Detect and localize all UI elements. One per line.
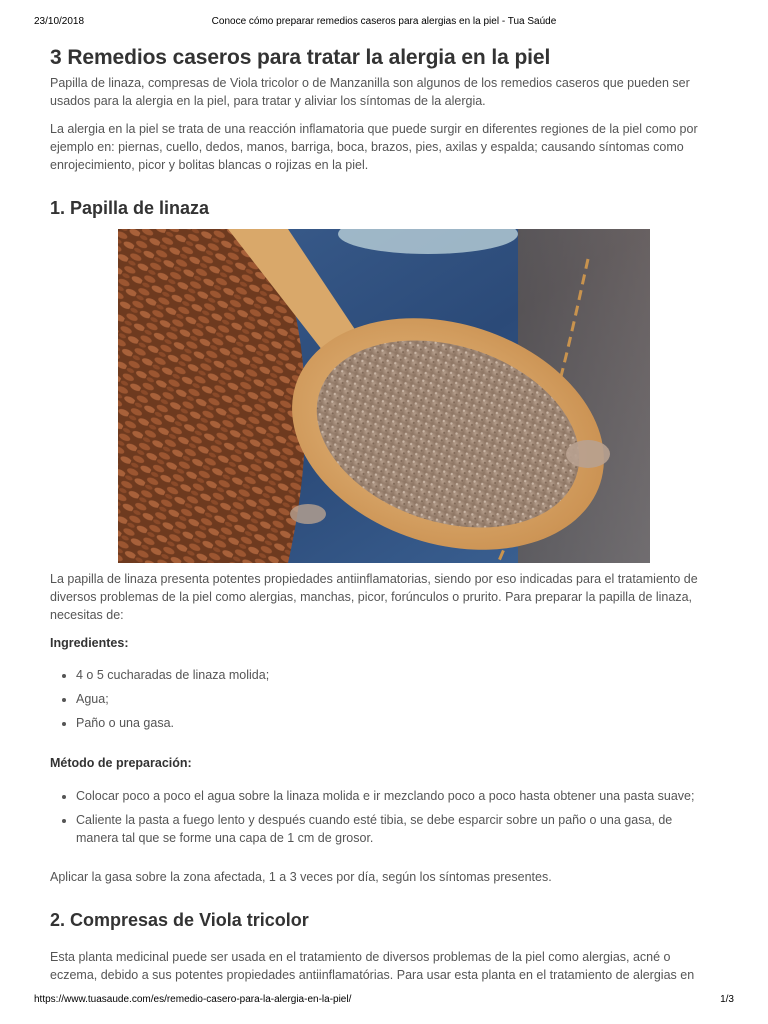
ingredients-list [50,666,718,732]
intro-paragraph-1: Papilla de linaza, compresas de Viola tricolor o de Manzanilla son algunos de los remedios caseros que pueden ser usados para la alergia en la piel, para tratar y aliviar los síntomas de la alergia. [50,76,690,108]
section-heading-papilla: 1. Papilla de linaza [50,198,210,218]
page-number: 1/3 [720,994,734,1005]
list-item: • Colocar poco a poco el agua sobre la linaza molida e ir mezclando poco a poco hasta obtener una pasta suave; [76,787,718,805]
list-item: • Agua; [76,690,718,708]
print-footer [34,994,734,1008]
section-1-paragraph: La papilla de linaza presenta potentes propiedades antiinflamatorias, siendo por eso indicadas para el tratamiento de diversos problemas de la piel como alergias, manchas, picor, forúnculos o prurito. Para preparar la papilla de linaza, necesitas de: [50,572,698,622]
flaxseed-illustration [118,229,650,563]
print-page-title: Conoce cómo preparar remedios caseros para alergias en la piel - Tua Saúde [211,16,557,27]
list-item: • Caliente la pasta a fuego lento y después cuando esté tibia, se debe esparcir sobre un paño o una gasa, de manera tal que se forme una capa de 1 cm de grosor. [76,811,718,847]
print-date: 23/10/2018 [34,16,85,27]
application-paragraph: Aplicar la gasa sobre la zona afectada, 1 a 3 veces por día, según los síntomas presentes. [50,870,552,884]
ingredients-label: Ingredientes: [50,636,129,650]
intro-paragraph-2: La alergia en la piel se trata de una reacción inflamatoria que puede surgir en diferentes regiones de la piel como por ejemplo en: piernas, cuello, dedos, manos, barriga, boca, brazos, pies, axilas y espalda; causando síntomas como enrojecimiento, picor y bolitas blancas o rojizas en la piel. [50,122,698,172]
page-title: 3 Remedios caseros para tratar la alergia en la piel [50,46,551,69]
section-2-paragraph: Esta planta medicinal puede ser usada en el tratamiento de diversos problemas de la piel como alergias, acné o eczema, debido a sus potentes propiedades antiinflamatórias. Para usar esta planta en el tratamiento de alergias en [50,950,695,982]
flaxseed-spoon-image [118,229,650,563]
print-url[interactable]: https://www.tuasaude.com/es/remedio-casero-para-la-alergia-en-la-piel/ [34,994,352,1005]
section-heading-viola: 2. Compresas de Viola tricolor [50,910,309,930]
list-item: • Paño o una gasa. [76,714,718,732]
method-label: Método de preparación: [50,756,192,770]
method-list [50,787,718,847]
print-header [34,16,734,30]
list-item: • 4 o 5 cucharadas de linaza molida; [76,666,718,684]
